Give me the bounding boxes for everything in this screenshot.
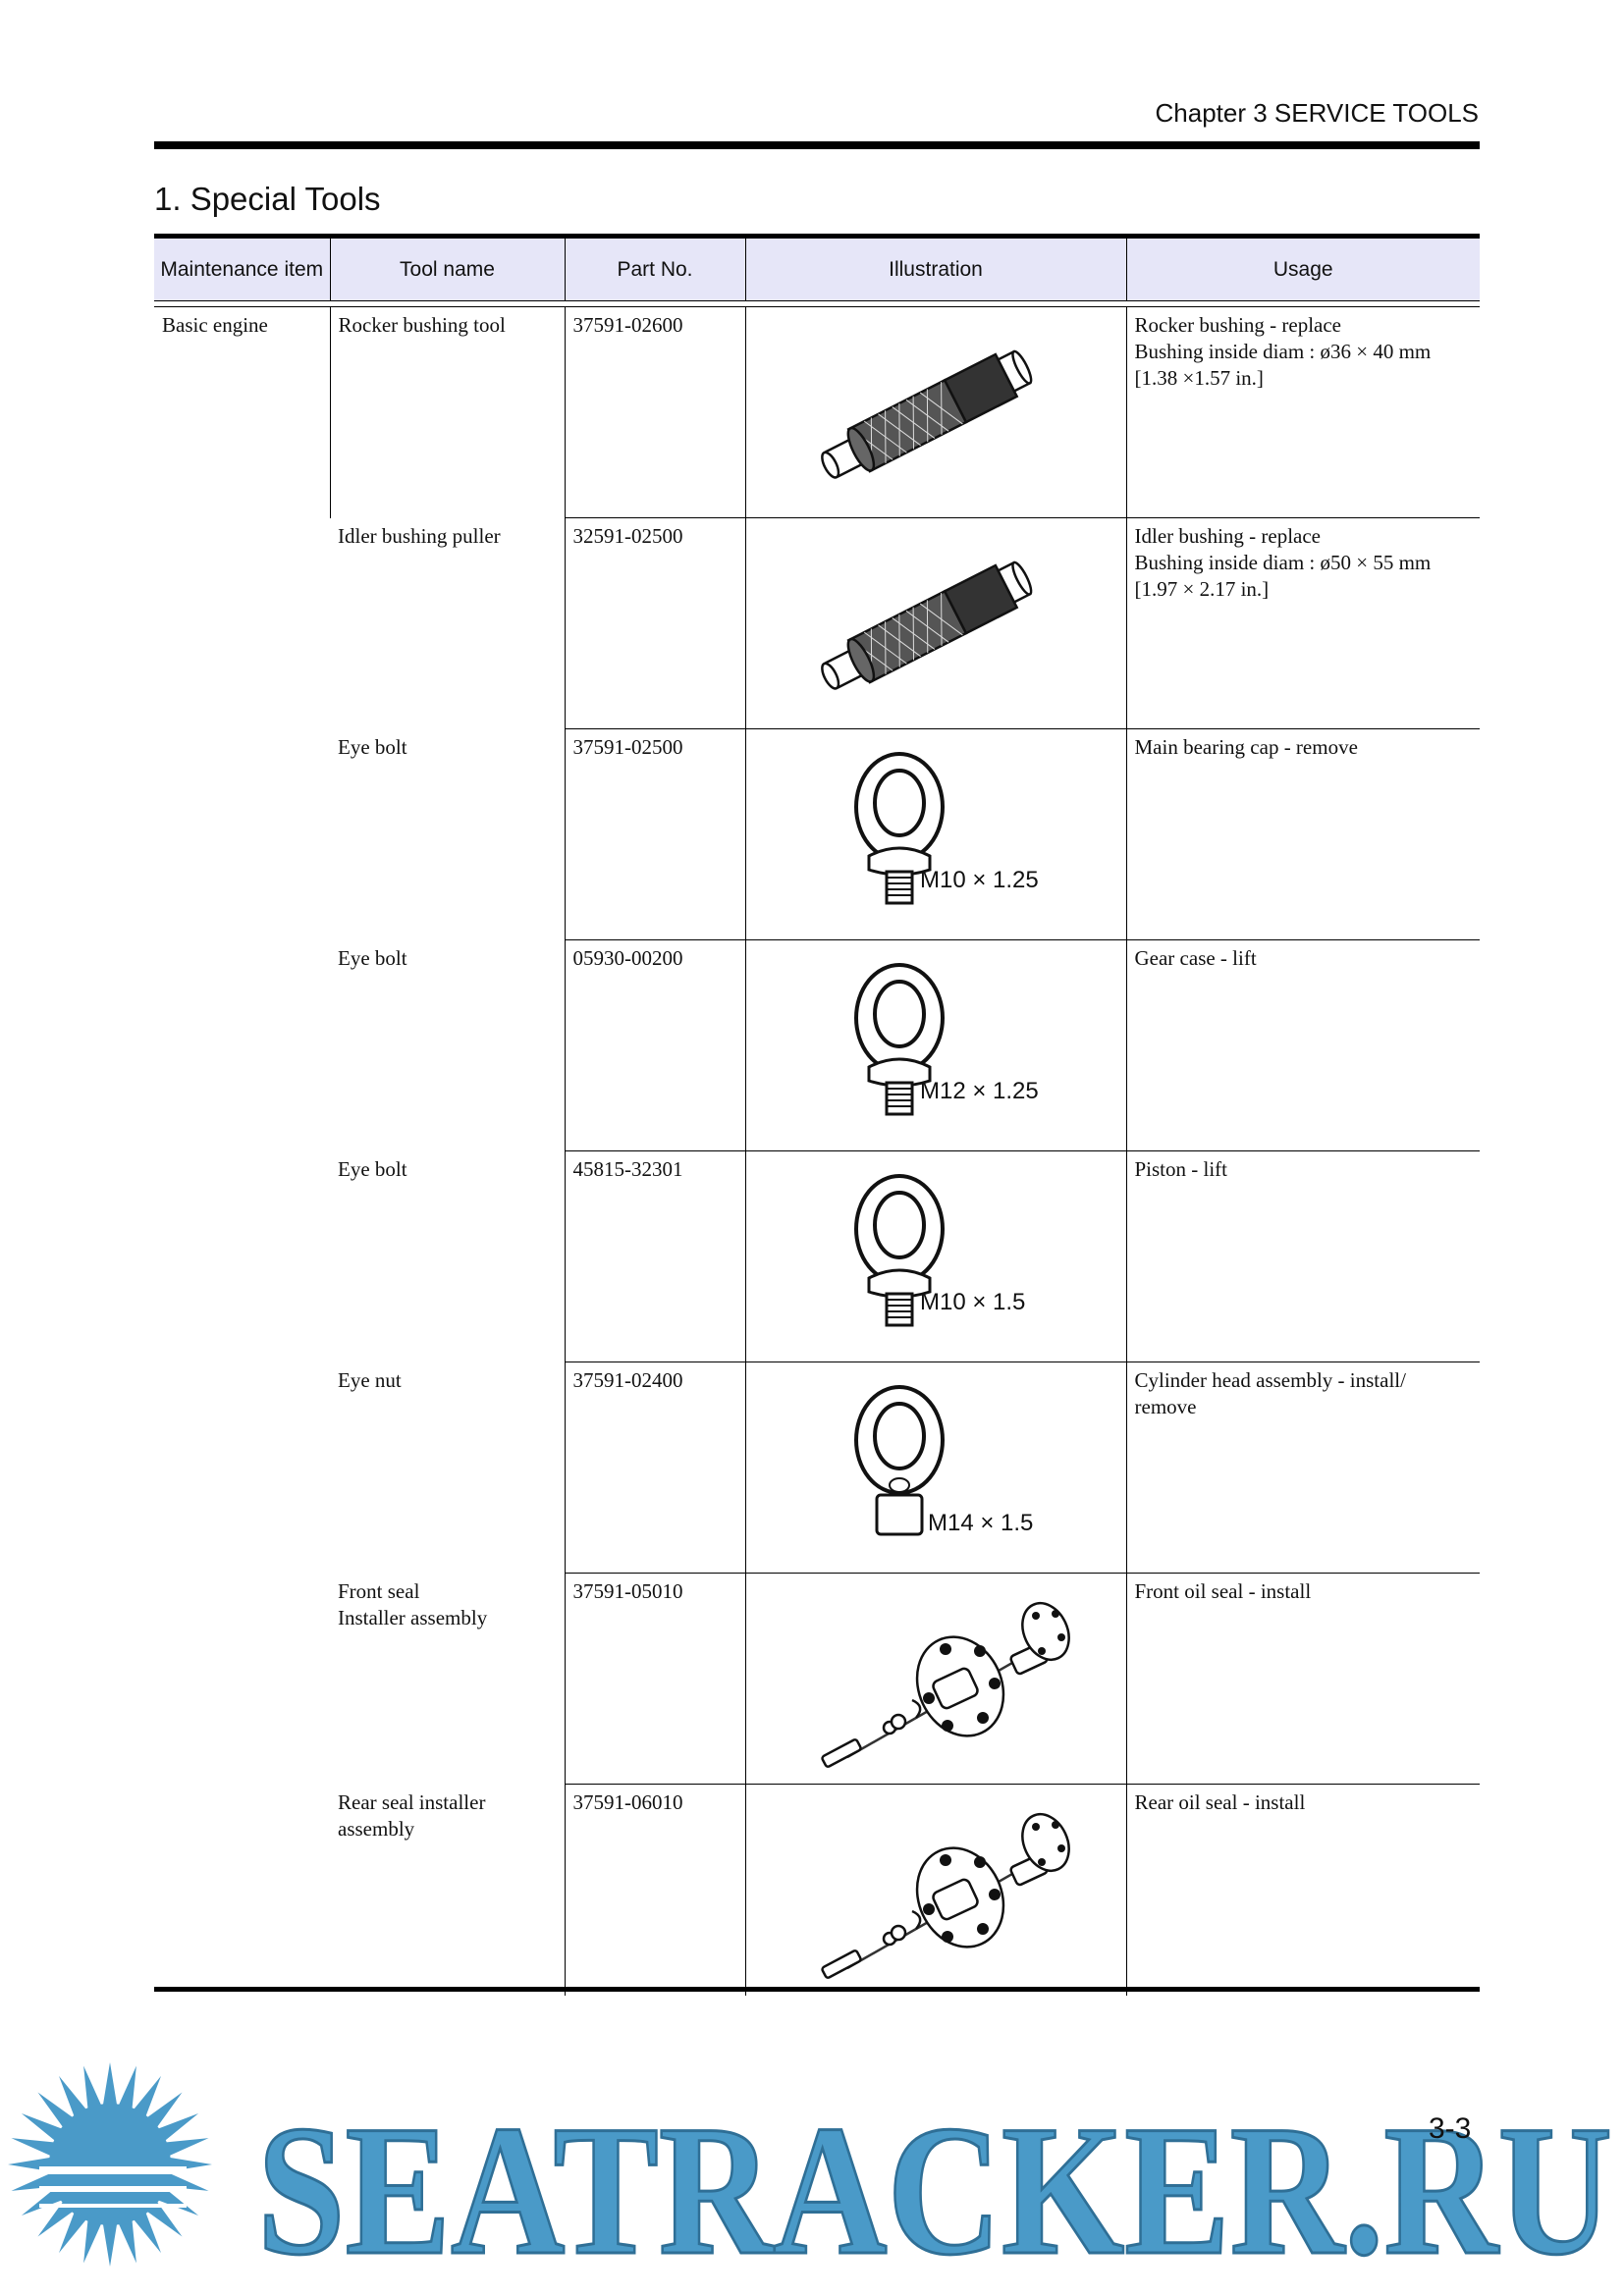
usage-cell: Front oil seal - install (1126, 1574, 1480, 1785)
col-header-illustration: Illustration (745, 237, 1126, 301)
table-row (154, 1362, 1480, 1574)
watermark-text: SEATRACKER.RU (257, 2088, 1612, 2292)
table-row (154, 307, 1480, 518)
eye-bolt-illustration (818, 746, 1054, 923)
thread-size-label: M12 × 1.25 (920, 1078, 1039, 1104)
part-no-cell: 37591-05010 (565, 1574, 745, 1785)
watermark-logo (0, 2056, 1624, 2292)
header-rule (154, 141, 1480, 149)
usage-cell: Piston - lift (1126, 1151, 1480, 1362)
part-no-cell: 37591-02600 (565, 307, 745, 518)
thread-size-label: M10 × 1.25 (920, 867, 1039, 893)
rocker-bushing-tool-illustration (808, 329, 1063, 496)
tool-name-cell: Eye nut (338, 1367, 402, 1392)
tool-name-cell: Idler bushing puller (338, 523, 501, 548)
section-title: 1. Special Tools (154, 181, 381, 217)
usage-cell: Main bearing cap - remove (1126, 729, 1480, 940)
part-no-cell: 37591-02500 (565, 729, 745, 940)
part-no-cell: 05930-00200 (565, 940, 745, 1151)
eye-bolt-illustration (818, 1168, 1054, 1345)
col-header-tool-name: Tool name (330, 237, 565, 301)
tool-name-cell: Eye bolt (338, 945, 407, 970)
maintenance-item-cell: Basic engine (162, 313, 268, 337)
eye-nut-illustration (818, 1379, 1054, 1556)
usage-cell: Idler bushing - replace Bushing inside diam : ø50 × 55 mm [1.97 × 2.17 in.] (1126, 518, 1480, 729)
illustration-cell (745, 940, 1126, 1151)
table-header-row (154, 237, 1480, 301)
seal-installer-illustration (788, 1791, 1083, 1988)
table-row (154, 1785, 1480, 1996)
rocker-bushing-tool-illustration (808, 540, 1063, 707)
tool-name-cell: Eye bolt (338, 734, 407, 759)
illustration-cell (745, 1151, 1126, 1362)
usage-cell: Rocker bushing - replace Bushing inside diam : ø36 × 40 mm [1.38 ×1.57 in.] (1126, 307, 1480, 518)
seal-installer-illustration (788, 1580, 1083, 1777)
part-no-cell: 45815-32301 (565, 1151, 745, 1362)
sun-icon (8, 2062, 212, 2267)
tool-name-cell: Rear seal installer assembly (338, 1789, 486, 1841)
table-body (154, 307, 1480, 1996)
thread-size-label: M10 × 1.5 (920, 1289, 1026, 1315)
illustration-cell (745, 1785, 1126, 1996)
col-header-maintenance-item: Maintenance item (154, 237, 330, 301)
col-header-part-no: Part No. (565, 237, 745, 301)
footer-rule (154, 1987, 1480, 1992)
usage-cell: Gear case - lift (1126, 940, 1480, 1151)
table-row (154, 1151, 1480, 1362)
illustration-cell (745, 1362, 1126, 1574)
thread-size-label: M14 × 1.5 (928, 1510, 1034, 1536)
table-row (154, 1574, 1480, 1785)
chapter-heading: Chapter 3 SERVICE TOOLS (1155, 98, 1479, 128)
eye-bolt-illustration (818, 957, 1054, 1134)
col-header-usage: Usage (1126, 237, 1480, 301)
part-no-cell: 32591-02500 (565, 518, 745, 729)
illustration-cell (745, 518, 1126, 729)
special-tools-table (154, 234, 1480, 1996)
table-row (154, 518, 1480, 729)
page-number: 3-3 (1429, 2112, 1472, 2145)
tool-name-cell: Rocker bushing tool (330, 307, 565, 518)
tool-name-cell: Front seal Installer assembly (338, 1578, 488, 1629)
tool-name-cell: Eye bolt (338, 1156, 407, 1181)
part-no-cell: 37591-02400 (565, 1362, 745, 1574)
illustration-cell (745, 729, 1126, 940)
part-no-cell: 37591-06010 (565, 1785, 745, 1996)
illustration-cell (745, 1574, 1126, 1785)
usage-cell: Rear oil seal - install (1126, 1785, 1480, 1996)
table-row (154, 940, 1480, 1151)
illustration-cell (745, 307, 1126, 518)
table-row (154, 729, 1480, 940)
usage-cell: Cylinder head assembly - install/ remove (1126, 1362, 1480, 1574)
